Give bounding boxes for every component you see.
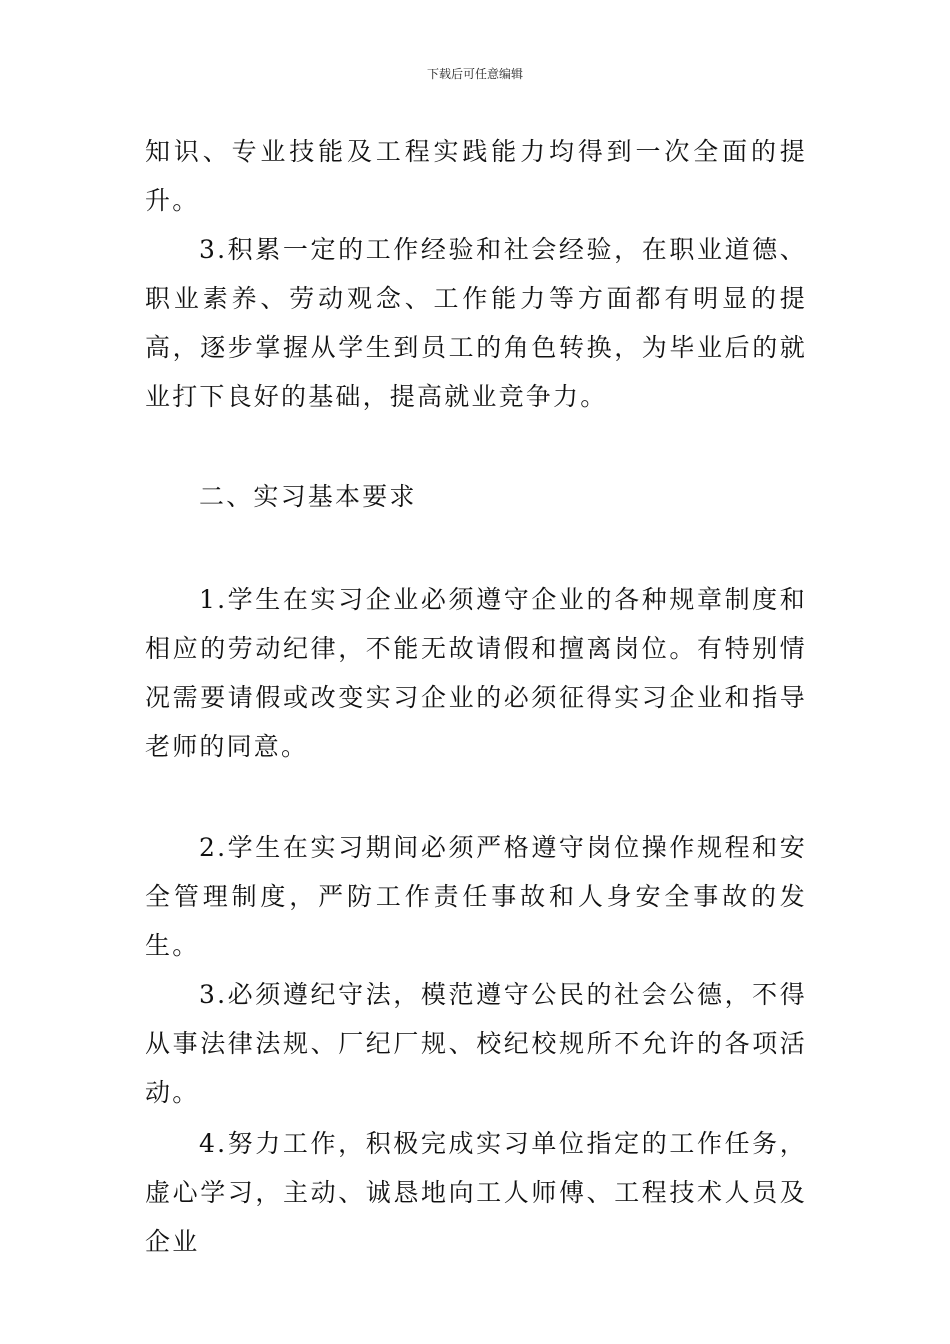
paragraph-requirement-2: 2.学生在实习期间必须严格遵守岗位操作规程和安全管理制度，严防工作责任事故和人身安全事故的发生。 — [145, 833, 807, 960]
paragraph-continuation: 知识、专业技能及工程实践能力均得到一次全面的提升。 — [145, 137, 807, 215]
section-heading-requirements: 二、实习基本要求 — [199, 482, 417, 511]
paragraph-requirement-4: 4.努力工作，积极完成实习单位指定的工作任务，虚心学习，主动、诚恳地向工人师傅、工程技术人员及企业 — [145, 1129, 807, 1256]
paragraph-requirement-3: 3.必须遵纪守法，模范遵守公民的社会公德，不得从事法律法规、厂纪厂规、校纪校规所不允许的各项活动。 — [145, 980, 807, 1107]
paragraph-requirement-1: 1.学生在实习企业必须遵守企业的各种规章制度和相应的劳动纪律，不能无故请假和擅离岗位。有特别情况需要请假或改变实习企业的必须征得实习企业和指导老师的同意。 — [145, 585, 807, 761]
paragraph-objective-3: 3.积累一定的工作经验和社会经验，在职业道德、职业素养、劳动观念、工作能力等方面都有明显的提高，逐步掌握从学生到员工的角色转换，为毕业后的就业打下良好的基础，提高就业竞争力。 — [145, 235, 807, 411]
page-header-note: 下载后可任意编辑 — [426, 67, 523, 81]
